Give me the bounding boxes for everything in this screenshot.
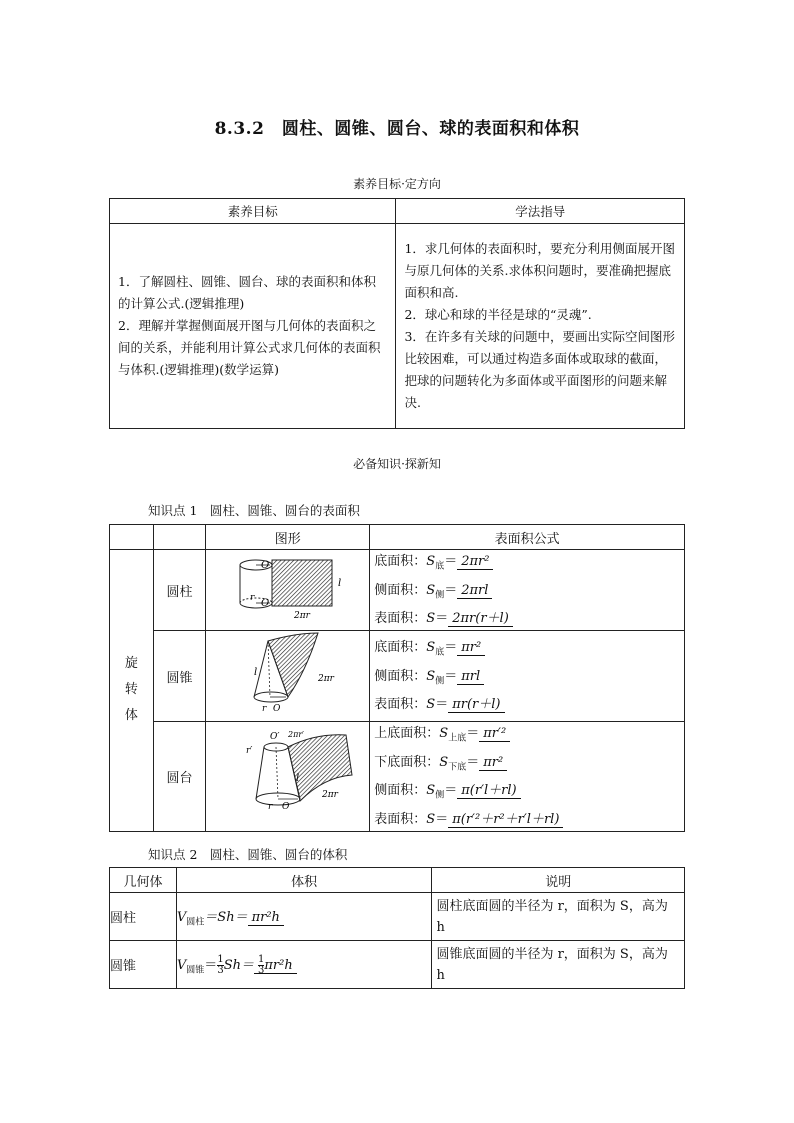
cylinder-volume-note: 圆柱底面圆的半径为 r，面积为 S，高为 h xyxy=(432,893,685,941)
answer-blank: $\frac{1}{3}$ πr²h xyxy=(254,958,297,974)
frustum-net-diagram xyxy=(206,725,369,825)
frustum-r-label: r xyxy=(268,801,273,812)
answer-blank: 2πrl xyxy=(457,583,492,599)
goal-item: 2．理解并掌握侧面展开图与几何体的表面积之间的关系，并能利用计算公式求几何体的表面积与体积.(逻辑推理)(数学运算) xyxy=(118,318,381,377)
cyl-arc-label: 2πr xyxy=(294,611,311,622)
cone-o-label: O xyxy=(273,704,281,715)
formula-line: 表面积：S＝ πr(r＋l) xyxy=(374,693,684,716)
cone-l-label: l xyxy=(254,667,258,679)
guide-item: 2．球心和球的半径是球的“灵魂”. xyxy=(404,307,592,322)
page-title: 8.3.2 圆柱、圆锥、圆台、球的表面积和体积 xyxy=(214,119,580,139)
guide-item: 1．求几何体的表面积时，要充分利用侧面展开图与原几何体的关系.求体积问题时，要准确把握底面积和高. xyxy=(404,241,675,300)
goal-item: 1．了解圆柱、圆锥、圆台、球的表面积和体积的计算公式.(逻辑推理) xyxy=(118,274,376,311)
goals-col-header: 素养目标 xyxy=(110,199,396,224)
frustum-r-top-label: r′ xyxy=(246,745,253,756)
answer-blank: π(r′²＋r²＋r′l＋rl) xyxy=(448,812,563,828)
fraction: $\frac{1}{3}$ xyxy=(217,953,224,976)
frustum-label: 圆台 xyxy=(153,722,206,832)
cylinder-volume-label: 圆柱 xyxy=(110,893,177,941)
blank-header-cell xyxy=(153,525,206,550)
frustum-arc-top-label: 2πr′ xyxy=(288,729,305,739)
volume-table xyxy=(109,867,685,989)
goals-cell xyxy=(110,224,396,429)
blank-header-cell xyxy=(110,525,154,550)
goals-table xyxy=(109,198,685,429)
cone-net-diagram xyxy=(206,631,369,717)
answer-blank: π(r′l＋rl) xyxy=(457,783,520,799)
frustum-arc-label: 2πr xyxy=(322,789,339,800)
cyl-o-label: O xyxy=(261,598,270,610)
answer-blank: 2πr² xyxy=(457,554,493,570)
cylinder-volume-formula: $V_{圆柱}=Sh= \pi r^2h$ xyxy=(176,893,432,941)
section-heading-knowledge: 必备知识·探新知 xyxy=(353,457,441,471)
frustum-formulas xyxy=(370,722,685,832)
rotation-body-text: 旋转体 xyxy=(124,656,138,724)
rotation-body-label xyxy=(110,550,154,832)
figure-col-header: 图形 xyxy=(206,525,370,550)
guide-item: 3．在许多有关球的问题中，要画出实际空间图形比较困难，可以通过构造多面体或取球的截面，把球的问题转化为多面体或平面图形的问题来解决. xyxy=(404,329,675,410)
cyl-o-label: O xyxy=(261,560,270,572)
answer-blank: πr² xyxy=(479,755,507,771)
cone-volume-note: 圆锥底面圆的半径为 r，面积为 S，高为 h xyxy=(432,941,685,989)
cone-arc-label: 2πr xyxy=(318,674,335,685)
cylinder-net-diagram xyxy=(206,550,369,626)
cylinder-figure xyxy=(206,550,370,631)
formula-line: 底面积：$S_底= 2\pi r^2$ xyxy=(374,550,684,579)
answer-blank: πrl xyxy=(457,669,484,685)
frustum-o-top-label: O′ xyxy=(270,731,280,742)
formula-line: 侧面积：$S_侧= \pi rl$ xyxy=(374,665,684,694)
volume-col-header: 体积 xyxy=(176,868,432,893)
solid-col-header: 几何体 xyxy=(110,868,177,893)
cone-volume-label: 圆锥 xyxy=(110,941,177,989)
cone-volume-formula: $V_{圆锥}=$ $\frac{1}{3}$ Sh＝ $\frac{1}{3}$ πr²h xyxy=(176,941,432,989)
formula-line: 侧面积：$S_侧= 2\pi rl$ xyxy=(374,579,684,608)
surface-area-table xyxy=(109,524,685,832)
cyl-l-label: l xyxy=(338,578,342,590)
cone-label: 圆锥 xyxy=(153,631,206,722)
formula-line: 底面积：$S_底= \pi r^2$ xyxy=(374,636,684,665)
cyl-r-label: r xyxy=(250,593,255,604)
formula-col-header: 表面积公式 xyxy=(370,525,685,550)
formula-line: 下底面积：$S_{下底}= \pi r^2$ xyxy=(374,751,684,780)
guide-col-header: 学法指导 xyxy=(396,199,685,224)
cylinder-label: 圆柱 xyxy=(153,550,206,631)
cone-r-label: r xyxy=(262,704,267,715)
formula-line: 上底面积：$S_{上底}= \pi r'^2$ xyxy=(374,722,684,751)
knowledge-point-2-title: 知识点 2 圆柱、圆锥、圆台的体积 xyxy=(148,847,348,862)
formula-line: 表面积：S＝ 2πr(r＋l) xyxy=(374,607,684,630)
cylinder-formulas xyxy=(370,550,685,631)
frustum-l-label: l xyxy=(296,772,300,784)
section-heading-goals: 素养目标·定方向 xyxy=(353,177,441,191)
frustum-figure xyxy=(206,722,370,832)
guide-cell xyxy=(396,224,685,429)
formula-line: 侧面积：$S_侧= \pi(r'l+rl)$ xyxy=(374,779,684,808)
note-col-header: 说明 xyxy=(432,868,685,893)
knowledge-point-1-title: 知识点 1 圆柱、圆锥、圆台的表面积 xyxy=(148,503,360,518)
cone-figure xyxy=(206,631,370,722)
answer-blank: 2πr(r＋l) xyxy=(448,611,513,627)
answer-blank: πr² xyxy=(457,640,485,656)
answer-blank: πr′² xyxy=(479,726,510,742)
frustum-o-label: O xyxy=(282,801,290,812)
formula-line: 表面积：S＝ π(r′²＋r²＋r′l＋rl) xyxy=(374,808,684,831)
cone-formulas xyxy=(370,631,685,722)
answer-blank: πr²h xyxy=(248,910,284,926)
answer-blank: πr(r＋l) xyxy=(448,697,504,713)
